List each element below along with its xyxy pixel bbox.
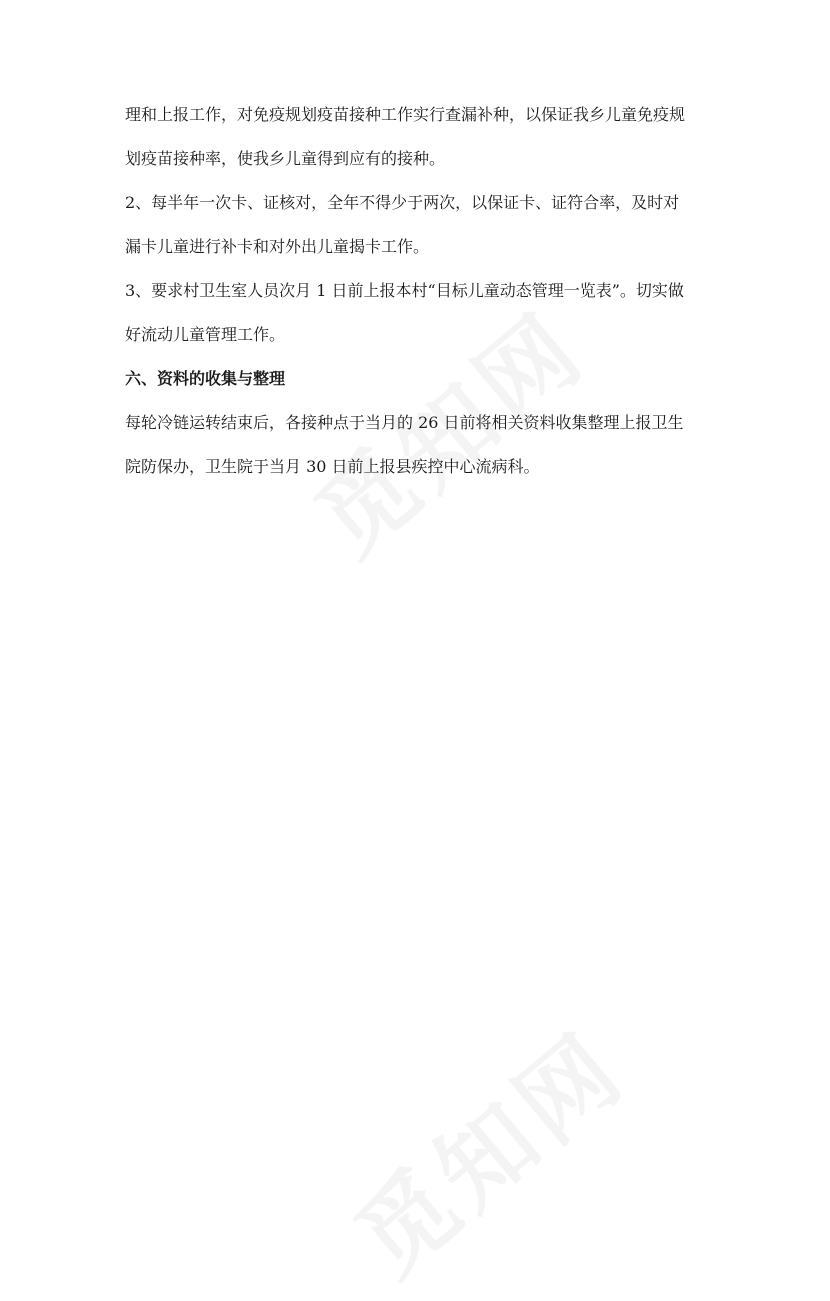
- paragraph-line: 2、每半年一次卡、证核对，全年不得少于两次，以保证卡、证符合率，及时对: [125, 193, 680, 212]
- watermark: [322, 996, 649, 1301]
- document-body: [125, 104, 720, 478]
- section-heading: 六、资料的收集与整理: [125, 369, 286, 388]
- paragraph-line: 院防保办，卫生院于当月 30 日前上报县疾控中心流病科。: [125, 457, 540, 476]
- paragraph-line: 好流动儿童管理工作。: [125, 325, 286, 344]
- paragraph-line: 理和上报工作，对免疫规划疫苗接种工作实行查漏补种，以保证我乡儿童免疫规: [125, 105, 686, 124]
- paragraph-line: 漏卡儿童进行补卡和对外出儿童揭卡工作。: [125, 237, 430, 256]
- paragraph-line: 3、要求村卫生室人员次月 1 日前上报本村“目标儿童动态管理一览表”。切实做: [125, 281, 684, 300]
- paragraph-line: 划疫苗接种率，使我乡儿童得到应有的接种。: [125, 149, 446, 168]
- paragraph-line: 每轮冷链运转结束后，各接种点于当月的 26 日前将相关资料收集整理上报卫生: [125, 413, 684, 432]
